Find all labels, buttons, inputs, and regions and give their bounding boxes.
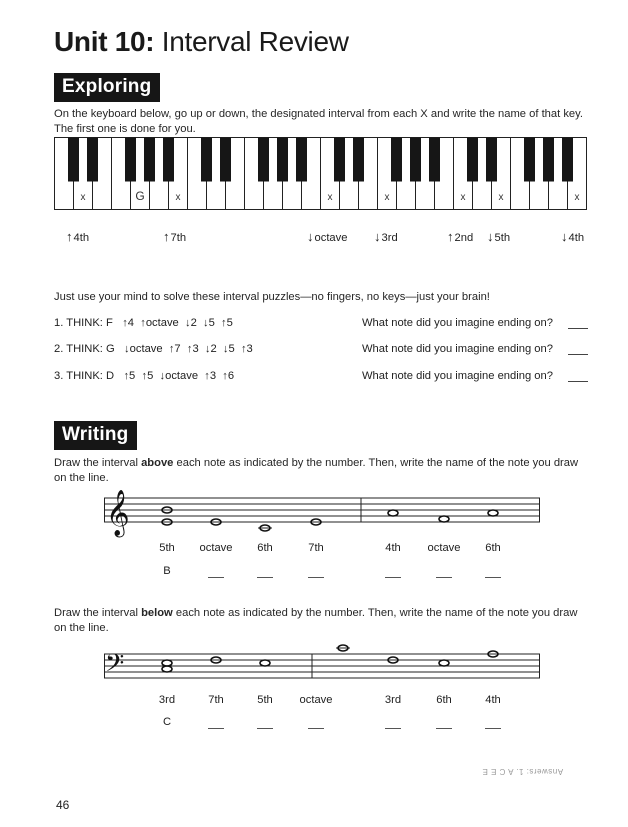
black-key [144, 138, 155, 182]
black-key [334, 138, 345, 182]
black-key [543, 138, 554, 182]
interval-number-label: octave [427, 542, 461, 554]
key-x-mark: x [498, 192, 504, 203]
interval-number-label: 7th [208, 694, 224, 706]
black-key [562, 138, 573, 182]
black-key [429, 138, 440, 182]
answer-blank[interactable] [436, 577, 452, 578]
bass-clef-icon: 𝄢 [105, 649, 125, 684]
puzzle-answer-2[interactable] [568, 354, 588, 355]
interval-instruction [447, 229, 473, 244]
below-instruction: Draw the interval below each note as indicated by the number. Then, write the name of the note you draw on the line. [54, 607, 578, 634]
arrow-up-icon: ↑ [447, 229, 454, 244]
black-key [68, 138, 79, 182]
exploring-instruction: On the keyboard below, go up or down, the designated interval from each X and write the name of that key. The first one is done for you. [54, 108, 584, 135]
interval-number-label: 5th [257, 694, 273, 706]
interval-number-label: 4th [485, 694, 501, 706]
black-key [201, 138, 212, 182]
interval-number-label: 4th [385, 542, 401, 554]
interval-number-label: 6th [257, 542, 273, 554]
above-instruction: Draw the interval above each note as indicated by the number. Then, write the name of the note you draw on the line. [54, 457, 579, 484]
puzzle-question-3: What note did you imagine ending on? [362, 370, 553, 382]
page-title [54, 26, 349, 58]
key-x-mark: x [327, 192, 333, 203]
answer-blank[interactable] [308, 577, 324, 578]
upside-down-answers: Answers: 1. A C E E [482, 767, 564, 776]
black-key [353, 138, 364, 182]
unit-number: Unit 10: [54, 26, 155, 57]
writing-heading: Writing [54, 421, 137, 450]
puzzle-steps: ↑5 ↑5 ↓octave ↑3 ↑6 [123, 370, 235, 382]
arrow-down-icon: ↓ [374, 229, 381, 244]
puzzle-1 [54, 317, 233, 329]
example-answer: B [163, 565, 171, 577]
black-key [296, 138, 307, 182]
key-x-mark: x [175, 192, 181, 203]
black-key [258, 138, 269, 182]
exploring-heading: Exploring [54, 73, 160, 102]
interval-number-label: 3rd [158, 694, 176, 706]
example-answer: C [162, 716, 172, 728]
key-x-mark: x [384, 192, 390, 203]
arrow-up-icon: ↑ [66, 229, 73, 244]
black-key [163, 138, 174, 182]
black-key [125, 138, 136, 182]
interval-instruction [374, 229, 398, 244]
answer-blank[interactable] [436, 728, 452, 729]
interval-instruction [163, 229, 186, 244]
puzzle-3 [54, 370, 234, 382]
puzzle-answer-3[interactable] [568, 381, 588, 382]
black-key [220, 138, 231, 182]
black-key [486, 138, 497, 182]
black-key [467, 138, 478, 182]
interval-label: 2nd [454, 232, 474, 244]
treble-staff [104, 490, 544, 540]
arrow-down-icon: ↓ [307, 229, 314, 244]
answer-blank[interactable] [257, 728, 273, 729]
interval-number-label: octave [299, 694, 333, 706]
key-x-mark: x [80, 192, 86, 203]
answer-blank[interactable] [208, 577, 224, 578]
answer-blank[interactable] [385, 728, 401, 729]
interval-instruction [66, 229, 89, 244]
arrow-down-icon: ↓ [561, 229, 568, 244]
interval-number-label: 6th [485, 542, 501, 554]
interval-instruction [487, 229, 510, 244]
treble-clef-icon: 𝄞 [106, 490, 130, 536]
key-note-label: G [135, 189, 145, 203]
interval-label: 4th [568, 232, 585, 244]
black-key [391, 138, 402, 182]
answer-blank[interactable] [385, 577, 401, 578]
interval-number-label: 3rd [384, 694, 402, 706]
interval-instruction [307, 229, 347, 244]
puzzle-steps: ↓octave ↑7 ↑3 ↓2 ↓5 ↑3 [124, 343, 253, 355]
interval-label: 7th [170, 232, 187, 244]
puzzle-2 [54, 343, 253, 355]
interval-label: 4th [73, 232, 90, 244]
interval-label: octave [314, 232, 348, 244]
black-key [410, 138, 421, 182]
interval-number-label: 7th [308, 542, 324, 554]
black-key [87, 138, 98, 182]
key-x-mark: x [460, 192, 466, 203]
interval-instruction [561, 229, 584, 244]
black-key [277, 138, 288, 182]
answer-blank[interactable] [257, 577, 273, 578]
interval-number-label: octave [199, 542, 233, 554]
puzzle-think: 3. THINK: D [54, 370, 115, 382]
puzzle-question-1: What note did you imagine ending on? [362, 317, 553, 329]
arrow-down-icon: ↓ [487, 229, 494, 244]
answer-blank[interactable] [208, 728, 224, 729]
key-x-mark: x [574, 192, 580, 203]
interval-label: 5th [494, 232, 511, 244]
unit-name: Interval Review [161, 26, 349, 57]
interval-number-label: 5th [159, 542, 175, 554]
page-number: 46 [56, 798, 70, 812]
puzzle-steps: ↑4 ↑octave ↓2 ↓5 ↑5 [122, 317, 233, 329]
answer-blank[interactable] [485, 577, 501, 578]
puzzle-think: 1. THINK: F [54, 317, 113, 329]
answer-blank[interactable] [308, 728, 324, 729]
puzzle-think: 2. THINK: G [54, 343, 115, 355]
black-key [524, 138, 535, 182]
bass-staff [104, 640, 544, 690]
answer-blank[interactable] [485, 728, 501, 729]
piano-keyboard [54, 137, 588, 212]
interval-number-label: 6th [436, 694, 452, 706]
interval-label: 3rd [381, 232, 398, 244]
puzzle-intro: Just use your mind to solve these interval puzzles—no fingers, no keys—just your brain! [54, 291, 490, 303]
puzzle-question-2: What note did you imagine ending on? [362, 343, 553, 355]
arrow-up-icon: ↑ [163, 229, 170, 244]
puzzle-answer-1[interactable] [568, 328, 588, 329]
